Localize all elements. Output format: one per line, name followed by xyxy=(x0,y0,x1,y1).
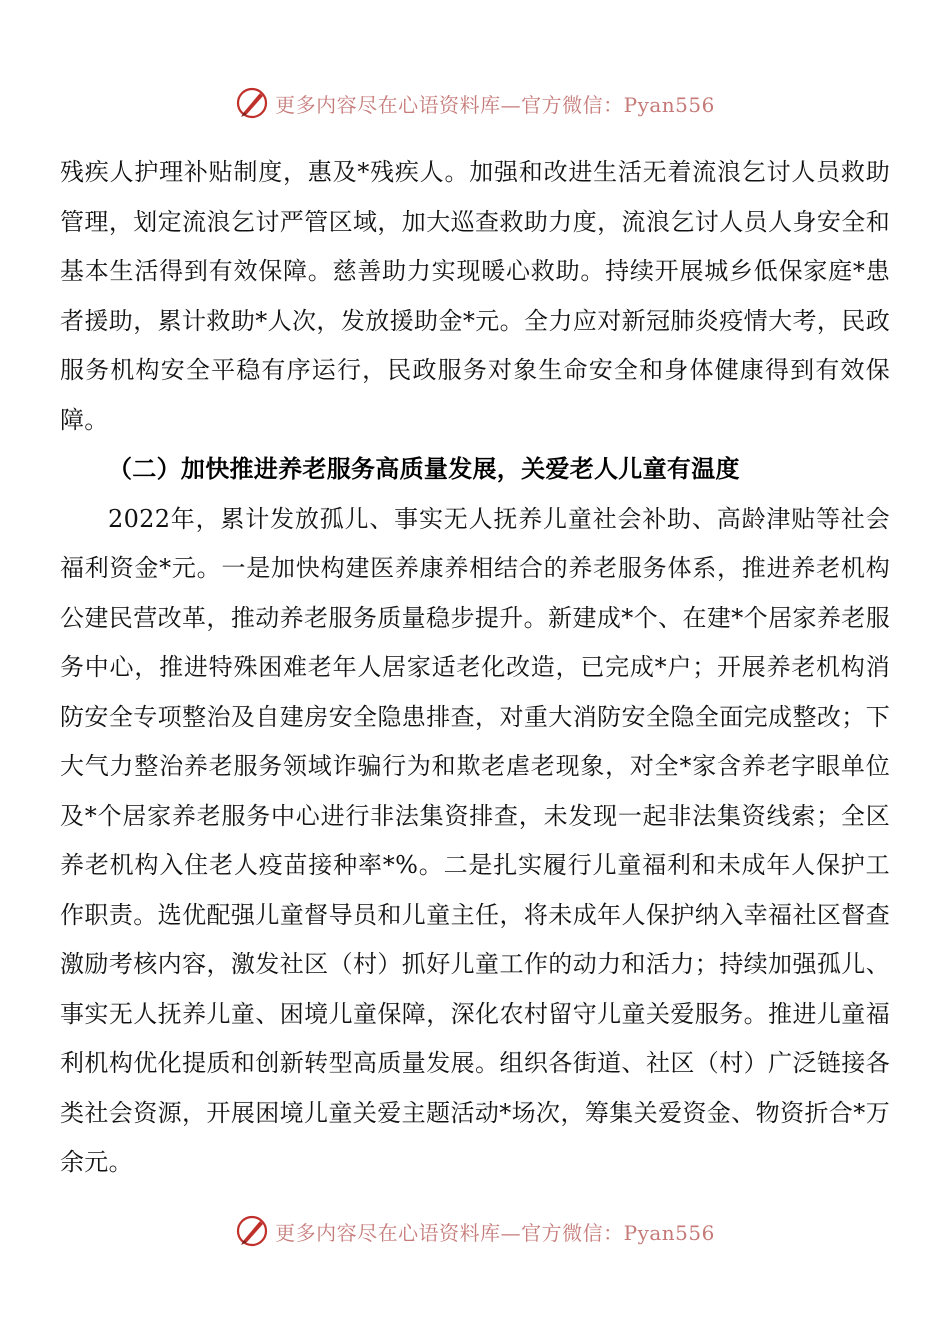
pen-circle-icon xyxy=(235,1214,269,1248)
paragraph-2: 2022年，累计发放孤儿、事实无人抚养儿童社会补助、高龄津贴等社会福利资金*元。一是加快构建医养康养相结合的养老服务体系，推进养老机构公建民营改革，推动养老服务质量稳步提升。新建成*个、在建*个居家养老服务中心，推进特殊困难老年人居家适老化改造，已完成*户；开展养老机构消防安全专项整治及自建房安全隐患排查，对重大消防安全隐全面完成整改；下大气力整治养老服务领域诈骗行为和欺老虐老现象，对全*家含养老字眼单位及*个居家养老服务中心进行非法集资排查，未发现一起非法集资线索；全区养老机构入住老人疫苗接种率*%。二是扎实履行儿童福利和未成年人保护工作职责。选优配强儿童督导员和儿童主任，将未成年人保护纳入幸福社区督查激励考核内容，激发社区（村）抓好儿童工作的动力和活力；持续加强孤儿、事实无人抚养儿童、困境儿童保障，深化农村留守儿童关爱服务。推进儿童福利机构优化提质和创新转型高质量发展。组织各街道、社区（村）广泛链接各类社会资源，开展困境儿童关爱主题活动*场次，筹集关爱资金、物资折合*万余元。 xyxy=(60,504,890,1176)
document-body xyxy=(60,148,890,1188)
watermark-banner-footer xyxy=(235,1214,715,1248)
page-footer xyxy=(0,1211,950,1251)
footer-banner-text: 更多内容尽在心语资料库—官方微信：Pyan556 xyxy=(275,1220,715,1245)
paragraph-1: 残疾人护理补贴制度，惠及*残疾人。加强和改进生活无着流浪乞讨人员救助管理，划定流浪乞讨严管区域，加大巡查救助力度，流浪乞讨人员人身安全和基本生活得到有效保障。慈善助力实现暖心救助。持续开展城乡低保家庭*患者援助，累计救助*人次，发放援助金*元。全力应对新冠肺炎疫情大考，民政服务机构安全平稳有序运行，民政服务对象生命安全和身体健康得到有效保障。 xyxy=(60,158,890,434)
section-heading-2: （二）加快推进养老服务高质量发展，关爱老人儿童有温度 xyxy=(108,455,740,483)
watermark-banner xyxy=(235,86,715,120)
page-header xyxy=(0,83,950,123)
pen-circle-icon xyxy=(235,86,269,120)
header-banner-text: 更多内容尽在心语资料库—官方微信：Pyan556 xyxy=(275,92,715,117)
